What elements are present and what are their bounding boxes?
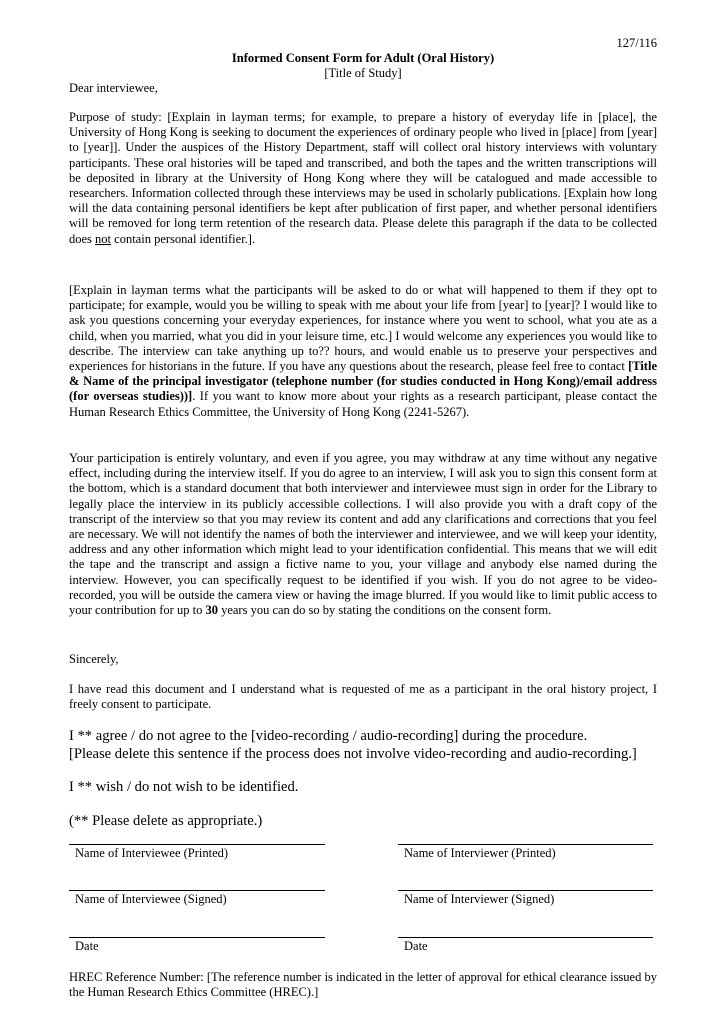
- document-title-block: [69, 51, 657, 81]
- purpose-underlined: not: [95, 231, 112, 246]
- recording-agreement-line[interactable]: I ** agree / do not agree to the [video-recording / audio-recording] during the procedure.: [69, 728, 588, 744]
- identification-wish-line[interactable]: I ** wish / do not wish to be identified.: [69, 779, 299, 795]
- closing: Sincerely,: [69, 652, 119, 666]
- purpose-text: Purpose of study: [Explain in layman terms; for example, to prepare a history of everyday life in [place], the University of Hong Kong is seeking to document the experiences of ordinary people who lived in [place] from [year] to [year]]. Under the auspices of the History Department, staff will collect oral history interviews with voluntary participants. These oral histories will be taped and transcribed, and both the tapes and the written transcriptions will be deposited in library at the University of Hong Kong where they will be catalogued and made accessible to researchers. Information collected through these interviews may be used in scholarly publications. [Explain how long will the data containing personal identifiers be kept after publication of first paper, and whether personal identifiers will be removed for long term retention of the research data. Please delete this paragraph if the data to be collected does: [69, 110, 657, 246]
- principal-investigator-contact: [Title & Name of the principal investigator (telephone number (for studies conducted in Hong Kong)/email address (for overseas studies))]: [69, 359, 657, 404]
- interviewee-printed-label: Name of Interviewee (Printed): [75, 846, 229, 860]
- years-limit: 30: [205, 603, 218, 618]
- purpose-paragraph: [69, 110, 657, 247]
- interviewee-signed-label: Name of Interviewee (Signed): [75, 892, 227, 906]
- recording-delete-note: [Please delete this sentence if the process does not involve video-recording and audio-recording.]: [69, 746, 637, 762]
- interviewer-signed-line[interactable]: [398, 890, 653, 891]
- date-right-line[interactable]: [398, 937, 653, 938]
- purpose-text-end: contain personal identifier.].: [111, 231, 256, 246]
- participation-paragraph: [69, 451, 657, 618]
- interviewee-signed-line[interactable]: [69, 890, 325, 891]
- salutation: Dear interviewee,: [69, 81, 158, 95]
- hrec-reference-note: HREC Reference Number: [The reference number is indicated in the letter of approval for ethical clearance issued by the Human Research Ethics Committee (HREC).]: [69, 970, 657, 1000]
- procedure-text-end: . If you want to know more about your rights as a research participant, please contact the Human Research Ethics Committee, the University of Hong Kong (2241-5267).: [69, 389, 657, 419]
- document-title: Informed Consent Form for Adult (Oral History): [231, 51, 495, 65]
- interviewee-printed-line[interactable]: [69, 844, 325, 845]
- procedure-paragraph: [69, 283, 657, 420]
- interviewer-printed-line[interactable]: [398, 844, 653, 845]
- interviewer-printed-label: Name of Interviewer (Printed): [404, 846, 556, 860]
- date-left-line[interactable]: [69, 937, 325, 938]
- date-right-label: Date: [404, 939, 428, 953]
- page-number: 127/116: [616, 36, 657, 50]
- procedure-text: [Explain in layman terms what the participants will be asked to do or what will happened to them if they opt to participate; for example, would you be willing to speak with me about your life from [year] to [year]? I would like to ask you questions concerning your everyday experiences, for instance where you went to school, what you ate as a child, when you married, what you did in your leisure time, etc.] I would welcome any experiences you would like to describe. The interview can take anything up to?? hours, and would enable us to preserve your perspectives and experiences for historians in the future. If you have any questions about the research, please feel free to contact: [69, 283, 657, 374]
- participation-text: Your participation is entirely voluntary, and even if you agree, you may withdraw at any time without any negative effect, including during the interview itself. If you do agree to an interview, I will ask you to sign this consent form at the bottom, which is a standard document that both interviewer and interviewee must sign in order for the Library to legally place the interview in its publicly accessible collections. I will also provide you with a draft copy of the transcript of the interview so that you may review its content and add any clarifications and corrections that you feel are necessary. We will not identify the names of both the interviewer and interviewee, and we will keep your identity, address and any other information which might lead to your identification confidential. This means that we will edit the tape and the transcript and assign a fictive name to you, your village and anybody else named during the interview. However, you can specifically request to be identified if you wish. If you do not agree to be video-recorded, you will be outside the camera view or having the image blurred. If you would like to limit public access to your contribution for up to: [69, 451, 657, 618]
- participation-text-end: years you can do so by stating the conditions on the consent form.: [217, 603, 552, 618]
- consent-statement: I have read this document and I understand what is requested of me as a participant in the oral history project, I freely consent to participate.: [69, 682, 657, 712]
- study-title-placeholder: [Title of Study]: [324, 66, 402, 80]
- interviewer-signed-label: Name of Interviewer (Signed): [404, 892, 555, 906]
- delete-as-appropriate-note: (** Please delete as appropriate.): [69, 813, 263, 829]
- date-left-label: Date: [75, 939, 99, 953]
